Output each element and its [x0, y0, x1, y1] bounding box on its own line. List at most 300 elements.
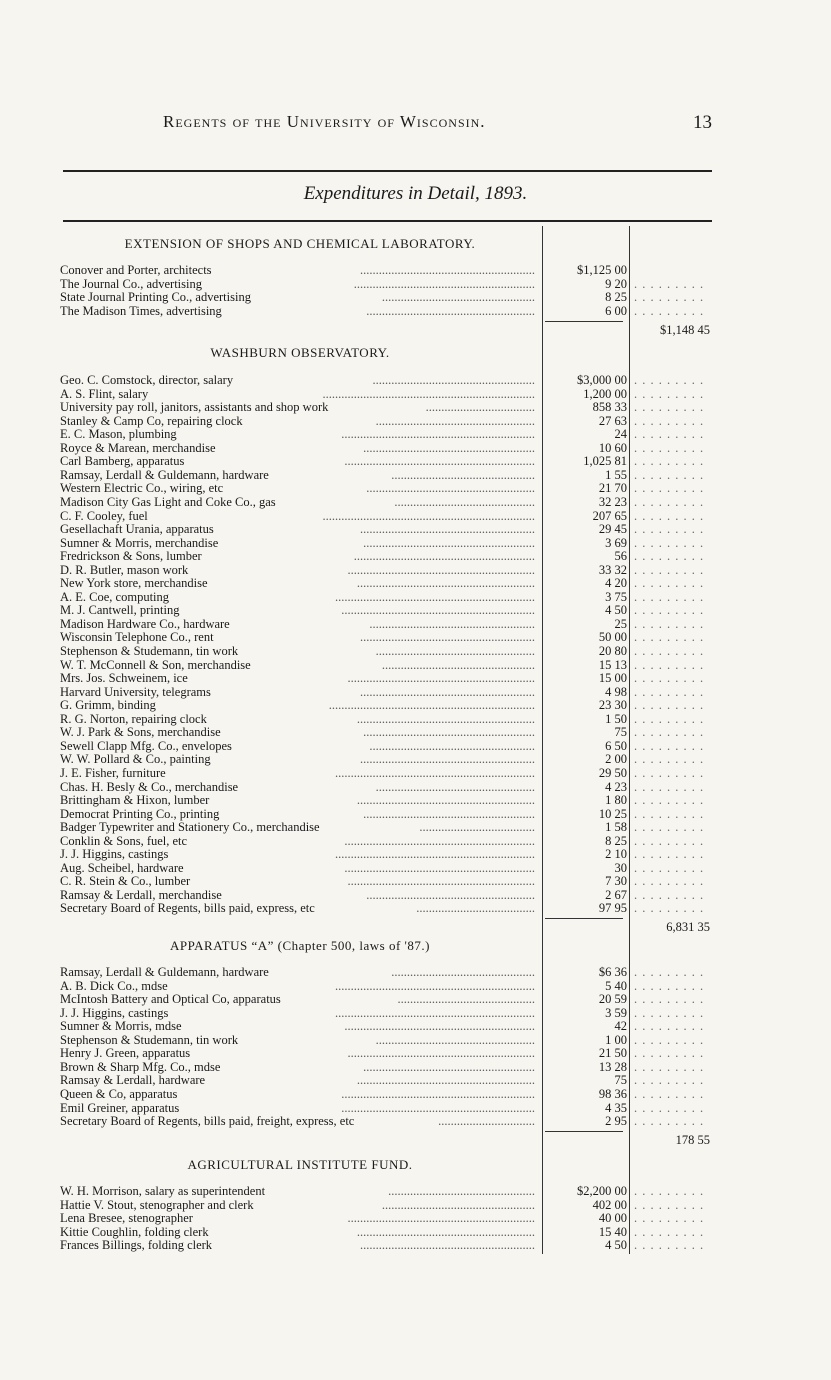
total-column-leader: . . . . . . . . . — [634, 726, 704, 740]
payee-text: Emil Greiner, apparatus — [60, 1101, 180, 1115]
payee-name — [60, 794, 535, 807]
table-row — [0, 1185, 720, 1198]
payee-name — [60, 781, 535, 794]
payee-name — [60, 1185, 535, 1198]
amount: 4 20 — [605, 576, 627, 591]
payee-text: W. W. Pollard & Co., painting — [60, 753, 211, 767]
amount: 3 75 — [605, 589, 627, 604]
leader-dots: ...................................................... — [366, 888, 535, 902]
total-column-leader: . . . . . . . . . — [634, 414, 704, 428]
payee-name — [60, 537, 535, 550]
top-rule — [63, 170, 712, 172]
section-total: $1,148 45 — [660, 322, 710, 337]
payee-name — [60, 848, 535, 861]
total-column-leader: . . . . . . . . . — [634, 1101, 704, 1115]
amount: 21 70 — [598, 481, 627, 496]
total-column-leader: . . . . . . . . . — [634, 428, 704, 442]
amount: 42 — [614, 1019, 627, 1034]
leader-dots: ................................................................ — [335, 590, 535, 604]
section-total: 178 55 — [675, 1133, 710, 1148]
leader-dots: ................................................... — [375, 780, 535, 794]
table-row — [0, 794, 720, 807]
payee-name — [60, 1034, 535, 1047]
payee-text: W. T. McConnell & Son, merchandise — [60, 658, 251, 672]
table-row — [0, 808, 720, 821]
leader-dots: ............................................................. — [344, 1020, 535, 1034]
total-column-leader: . . . . . . . . . — [634, 821, 704, 835]
total-column-leader: . . . . . . . . . — [634, 834, 704, 848]
section-title: EXTENSION OF SHOPS AND CHEMICAL LABORATORY. — [124, 236, 476, 251]
table-row — [0, 659, 720, 672]
payee-name — [60, 753, 535, 766]
payee-text: Secretary Board of Regents, bills paid, express, etc — [60, 902, 315, 916]
payee-name — [60, 278, 535, 291]
total-column-leader: . . . . . . . . . — [634, 1047, 704, 1061]
amount: 32 23 — [598, 494, 627, 509]
leader-dots: ......................................................... — [356, 577, 535, 591]
payee-name — [60, 713, 535, 726]
payee-name — [60, 821, 535, 834]
amount: 50 00 — [598, 630, 627, 645]
table-row — [0, 469, 720, 482]
table-row — [0, 1102, 720, 1115]
amount: 40 00 — [598, 1211, 627, 1226]
leader-dots: ........................................................ — [360, 523, 535, 537]
payee-name — [60, 902, 535, 915]
payee-name — [60, 564, 535, 577]
payee-name — [60, 1115, 535, 1128]
total-column-leader: . . . . . . . . . — [634, 1060, 704, 1074]
table-row — [0, 966, 720, 979]
amount: 56 — [614, 549, 627, 564]
payee-name — [60, 672, 535, 685]
payee-name — [60, 1199, 535, 1212]
amount: $3,000 00 — [577, 373, 627, 387]
leader-dots: .................................................................. — [328, 699, 535, 713]
running-header — [0, 112, 831, 136]
amount: 13 28 — [598, 1059, 627, 1074]
payee-text: New York store, merchandise — [60, 577, 208, 591]
subtotal-rule — [545, 918, 623, 919]
payee-name — [60, 618, 535, 631]
payee-text: Sumner & Morris, merchandise — [60, 536, 219, 550]
table-row — [0, 1020, 720, 1033]
table-row — [0, 510, 720, 523]
table-row — [0, 1239, 720, 1252]
total-column-leader: . . . . . . . . . — [634, 979, 704, 993]
payee-name — [60, 686, 535, 699]
table-row — [0, 1115, 720, 1128]
leader-dots: .............................................................. — [341, 1101, 535, 1115]
amount: 23 30 — [598, 698, 627, 713]
total-column-leader: . . . . . . . . . — [634, 807, 704, 821]
leader-dots: ...................................................... — [366, 482, 535, 496]
leader-dots: ........................................................ — [360, 685, 535, 699]
amount: 3 69 — [605, 535, 627, 550]
table-row — [0, 726, 720, 739]
payee-name — [60, 1061, 535, 1074]
payee-text: McIntosh Battery and Optical Co, apparatus — [60, 993, 281, 1007]
leader-dots: ............................................................. — [344, 861, 535, 875]
payee-text: J. E. Fisher, furniture — [60, 766, 166, 780]
leader-dots: .......................................................... — [353, 550, 535, 564]
amount: 2 10 — [605, 847, 627, 862]
payee-name — [60, 1239, 535, 1252]
payee-text: Frances Billings, folding clerk — [60, 1239, 213, 1253]
leader-dots: ......................................................... — [356, 712, 535, 726]
total-column-leader: . . . . . . . . . — [634, 861, 704, 875]
leader-dots: ........................................................ — [360, 753, 535, 767]
payee-name — [60, 1074, 535, 1087]
amount: 97 95 — [598, 901, 627, 916]
payee-text: Chas. H. Besly & Co., merchandise — [60, 780, 239, 794]
payee-text: D. R. Butler, mason work — [60, 563, 189, 577]
total-column-leader: . . . . . . . . . — [634, 550, 704, 564]
leader-dots: ....................................................... — [363, 441, 535, 455]
amount: 2 00 — [605, 752, 627, 767]
amount: 8 25 — [605, 833, 627, 848]
leader-dots: .............................................. — [391, 468, 535, 482]
payee-text: Hattie V. Stout, stenographer and clerk — [60, 1198, 254, 1212]
total-column-leader: . . . . . . . . . — [634, 712, 704, 726]
total-column-leader: . . . . . . . . . — [634, 387, 704, 401]
payee-text: W. J. Park & Sons, merchandise — [60, 726, 221, 740]
payee-text: Stephenson & Studemann, tin work — [60, 645, 239, 658]
leader-dots: ................................................. — [381, 1198, 535, 1212]
total-column-leader: . . . . . . . . . — [634, 374, 704, 387]
payee-text: R. G. Norton, repairing clock — [60, 712, 207, 726]
payee-text: Henry J. Green, apparatus — [60, 1047, 191, 1061]
payee-name — [60, 428, 535, 441]
table-row — [0, 374, 720, 387]
payee-name — [60, 442, 535, 455]
amount: 75 — [614, 725, 627, 740]
payee-text: J. J. Higgins, castings — [60, 1006, 169, 1020]
payee-text: Secretary Board of Regents, bills paid, freight, express, etc — [60, 1115, 355, 1129]
leader-dots: .............................................................. — [341, 428, 535, 442]
leader-dots: ......................................................... — [356, 794, 535, 808]
leader-dots: ...................................... — [416, 902, 535, 916]
table-row — [0, 980, 720, 993]
table-row — [0, 1212, 720, 1225]
payee-text: Stephenson & Studemann, tin work — [60, 1033, 239, 1047]
total-column-leader: . . . . . . . . . — [634, 617, 704, 631]
table-row — [0, 415, 720, 428]
subtotal-rule — [545, 1131, 623, 1132]
amount: 30 — [614, 860, 627, 875]
total-column-leader: . . . . . . . . . — [634, 1225, 704, 1239]
total-column-leader: . . . . . . . . . — [634, 455, 704, 469]
total-column-leader: . . . . . . . . . — [634, 753, 704, 767]
total-column-leader: . . . . . . . . . — [634, 902, 704, 916]
table-row — [0, 699, 720, 712]
payee-text: E. C. Mason, plumbing — [60, 428, 177, 442]
payee-name — [60, 699, 535, 712]
payee-name — [60, 482, 535, 495]
payee-name — [60, 1212, 535, 1225]
payee-text: C. R. Stein & Co., lumber — [60, 875, 191, 889]
leader-dots: ................................................... — [375, 645, 535, 658]
amount: 4 23 — [605, 779, 627, 794]
total-column-leader: . . . . . . . . . — [634, 685, 704, 699]
leader-dots: ......................................................... — [356, 1225, 535, 1239]
payee-name — [60, 808, 535, 821]
total-column-leader: . . . . . . . . . — [634, 699, 704, 713]
leader-dots: .................................................... — [372, 374, 535, 387]
table-row — [0, 291, 720, 304]
payee-text: Madison City Gas Light and Coke Co., gas — [60, 495, 276, 509]
amount: 25 — [614, 616, 627, 631]
payee-text: Brown & Sharp Mfg. Co., mdse — [60, 1060, 221, 1074]
leader-dots: ......................................................... — [356, 1074, 535, 1088]
payee-text: J. J. Higgins, castings — [60, 848, 169, 862]
payee-name — [60, 740, 535, 753]
total-column-leader: . . . . . . . . . — [634, 590, 704, 604]
amount: 24 — [614, 427, 627, 442]
total-column-leader: . . . . . . . . . — [634, 966, 704, 979]
total-column-leader: . . . . . . . . . — [634, 658, 704, 672]
table-row — [0, 428, 720, 441]
leader-dots: ....................................................... — [363, 807, 535, 821]
table-row — [0, 564, 720, 577]
leader-dots: ........................................................ — [360, 264, 535, 277]
section-title: APPARATUS “A” (Chapter 500, laws of '87.) — [170, 938, 430, 953]
table-row — [0, 401, 720, 414]
payee-name — [60, 980, 535, 993]
total-column-leader: . . . . . . . . . — [634, 495, 704, 509]
table-row — [0, 713, 720, 726]
total-column-leader: . . . . . . . . . — [634, 739, 704, 753]
leader-dots: ..................................................... — [369, 739, 535, 753]
amount: 6 50 — [605, 738, 627, 753]
amount: 6 00 — [605, 303, 627, 318]
amount: $2,200 00 — [577, 1184, 627, 1198]
payee-text: State Journal Printing Co., advertising — [60, 291, 251, 305]
leader-dots: ............................................ — [397, 993, 535, 1007]
amount: 20 59 — [598, 992, 627, 1007]
amount: 4 35 — [605, 1100, 627, 1115]
table-row — [0, 767, 720, 780]
payee-text: W. H. Morrison, salary as superintendent — [60, 1185, 266, 1198]
amount: 15 00 — [598, 671, 627, 686]
leader-dots: ...................................................... — [366, 304, 535, 318]
total-column-leader: . . . . . . . . . — [634, 1212, 704, 1226]
leader-dots: ....................................................... — [363, 536, 535, 550]
amount: $6 36 — [598, 965, 627, 979]
leader-dots: .................................................................... — [322, 509, 535, 523]
table-row — [0, 1199, 720, 1212]
total-column-leader: . . . . . . . . . — [634, 401, 704, 415]
leader-dots: .................................................................... — [322, 387, 535, 401]
leader-dots: ................................................................ — [335, 766, 535, 780]
leader-dots: ................................................... — [375, 1033, 535, 1047]
total-column-leader: . . . . . . . . . — [634, 766, 704, 780]
payee-text: A. B. Dick Co., mdse — [60, 979, 168, 993]
payee-name — [60, 966, 535, 979]
leader-dots: ........................................................ — [360, 631, 535, 645]
section-title: AGRICULTURAL INSTITUTE FUND. — [187, 1157, 413, 1172]
amount: 1 00 — [605, 1032, 627, 1047]
amount: 29 45 — [598, 522, 627, 537]
amount: 1,200 00 — [583, 386, 627, 401]
total-column-leader: . . . . . . . . . — [634, 277, 704, 291]
page-subtitle: Expenditures in Detail, 1893. — [303, 183, 528, 204]
table-row — [0, 264, 720, 277]
leader-dots: .............................................................. — [341, 1087, 535, 1101]
total-column-leader: . . . . . . . . . — [634, 645, 704, 658]
payee-name — [60, 374, 535, 387]
table-row — [0, 1074, 720, 1087]
table-row — [0, 740, 720, 753]
table-row — [0, 1034, 720, 1047]
table-row — [0, 1047, 720, 1060]
amount: 75 — [614, 1073, 627, 1088]
amount: 402 00 — [592, 1197, 627, 1212]
table-top-rule — [63, 220, 712, 222]
payee-name — [60, 726, 535, 739]
payee-name — [60, 862, 535, 875]
payee-name — [60, 523, 535, 536]
total-column-leader: . . . . . . . . . — [634, 291, 704, 305]
payee-name — [60, 889, 535, 902]
payee-name — [60, 1088, 535, 1101]
payee-text: Harvard University, telegrams — [60, 685, 211, 699]
total-column-leader: . . . . . . . . . — [634, 888, 704, 902]
leader-dots: ............................................................ — [347, 875, 535, 889]
payee-text: A. E. Coe, computing — [60, 590, 170, 604]
amount: 3 59 — [605, 1005, 627, 1020]
leader-dots: ................................................. — [381, 658, 535, 672]
payee-text: Stanley & Camp Co, repairing clock — [60, 414, 243, 428]
leader-dots: ............................... — [438, 1115, 535, 1129]
payee-text: Conover and Porter, architects — [60, 264, 212, 277]
leader-dots: ................................................................ — [335, 1006, 535, 1020]
amount: 8 25 — [605, 290, 627, 305]
table-row — [0, 875, 720, 888]
leader-dots: ................................................... — [375, 414, 535, 428]
leader-dots: ............................................................ — [347, 1047, 535, 1061]
payee-name — [60, 415, 535, 428]
amount: 1 55 — [605, 467, 627, 482]
amount: 4 98 — [605, 684, 627, 699]
table-row — [0, 591, 720, 604]
payee-text: The Journal Co., advertising — [60, 277, 202, 291]
payee-text: Mrs. Jos. Schweinem, ice — [60, 672, 188, 686]
total-column-leader: . . . . . . . . . — [634, 993, 704, 1007]
payee-name — [60, 1047, 535, 1060]
amount: 207 65 — [592, 508, 627, 523]
payee-text: Ramsay & Lerdall, merchandise — [60, 888, 222, 902]
payee-text: Western Electric Co., wiring, etc — [60, 482, 224, 496]
table-row — [0, 631, 720, 644]
leader-dots: ............................................................. — [344, 455, 535, 469]
page-number: 13 — [693, 112, 712, 133]
table-row — [0, 1226, 720, 1239]
subtotal-rule — [545, 321, 623, 322]
table-row — [0, 537, 720, 550]
table-row — [0, 442, 720, 455]
amount: 10 25 — [598, 806, 627, 821]
table-row — [0, 388, 720, 401]
payee-name — [60, 291, 535, 304]
total-column-leader: . . . . . . . . . — [634, 631, 704, 645]
leader-dots: ....................................................... — [363, 726, 535, 740]
payee-text: Geo. C. Comstock, director, salary — [60, 374, 234, 387]
leader-dots: ............................................................. — [344, 834, 535, 848]
payee-text: Sumner & Morris, mdse — [60, 1020, 182, 1034]
payee-name — [60, 496, 535, 509]
table-row — [0, 604, 720, 617]
payee-text: A. S. Flint, salary — [60, 387, 149, 401]
table-row — [0, 835, 720, 848]
amount: $1,125 00 — [577, 263, 627, 277]
total-column-leader: . . . . . . . . . — [634, 1239, 704, 1253]
payee-text: Fredrickson & Sons, lumber — [60, 550, 202, 564]
total-column-leader: . . . . . . . . . — [634, 523, 704, 537]
table-row — [0, 1088, 720, 1101]
table-row — [0, 305, 720, 318]
leader-dots: ....................................................... — [363, 1060, 535, 1074]
amount: 10 60 — [598, 440, 627, 455]
table-row — [0, 577, 720, 590]
amount: 7 30 — [605, 874, 627, 889]
leader-dots: ..................................... — [419, 821, 535, 835]
total-column-leader: . . . . . . . . . — [634, 304, 704, 318]
payee-text: Queen & Co, apparatus — [60, 1087, 178, 1101]
total-column-leader: . . . . . . . . . — [634, 577, 704, 591]
total-column-leader: . . . . . . . . . — [634, 1115, 704, 1129]
payee-text: Ramsay, Lerdall & Guldemann, hardware — [60, 966, 269, 979]
leader-dots: ........................................................ — [360, 1239, 535, 1253]
total-column-leader: . . . . . . . . . — [634, 1006, 704, 1020]
payee-text: Aug. Scheibel, hardware — [60, 861, 184, 875]
payee-text: G. Grimm, binding — [60, 699, 156, 713]
payee-text: Carl Bamberg, apparatus — [60, 455, 185, 469]
payee-text: Kittie Coughlin, folding clerk — [60, 1225, 209, 1239]
payee-name — [60, 577, 535, 590]
payee-name — [60, 510, 535, 523]
total-column-leader: . . . . . . . . . — [634, 848, 704, 862]
payee-text: C. F. Cooley, fuel — [60, 509, 148, 523]
amount: 1 50 — [605, 711, 627, 726]
table-row — [0, 1061, 720, 1074]
total-column-leader: . . . . . . . . . — [634, 1198, 704, 1212]
payee-name — [60, 264, 535, 277]
running-title: Regents of the University of Wisconsin. — [163, 112, 486, 131]
amount: 33 32 — [598, 562, 627, 577]
leader-dots: ................................................. — [381, 291, 535, 305]
payee-name — [60, 993, 535, 1006]
amount: 98 36 — [598, 1086, 627, 1101]
table-row — [0, 482, 720, 495]
payee-text: Wisconsin Telephone Co., rent — [60, 631, 214, 645]
payee-text: M. J. Cantwell, printing — [60, 604, 180, 618]
table-row — [0, 496, 720, 509]
payee-text: Democrat Printing Co., printing — [60, 807, 220, 821]
payee-name — [60, 1102, 535, 1115]
payee-name — [60, 645, 535, 658]
leader-dots: ............................................... — [388, 1185, 535, 1198]
table-row — [0, 672, 720, 685]
table-row — [0, 1007, 720, 1020]
amount: 9 20 — [605, 276, 627, 291]
table-row — [0, 686, 720, 699]
leader-dots: ............................................................ — [347, 563, 535, 577]
payee-name — [60, 455, 535, 468]
payee-name — [60, 550, 535, 563]
payee-name — [60, 1007, 535, 1020]
table-row — [0, 889, 720, 902]
